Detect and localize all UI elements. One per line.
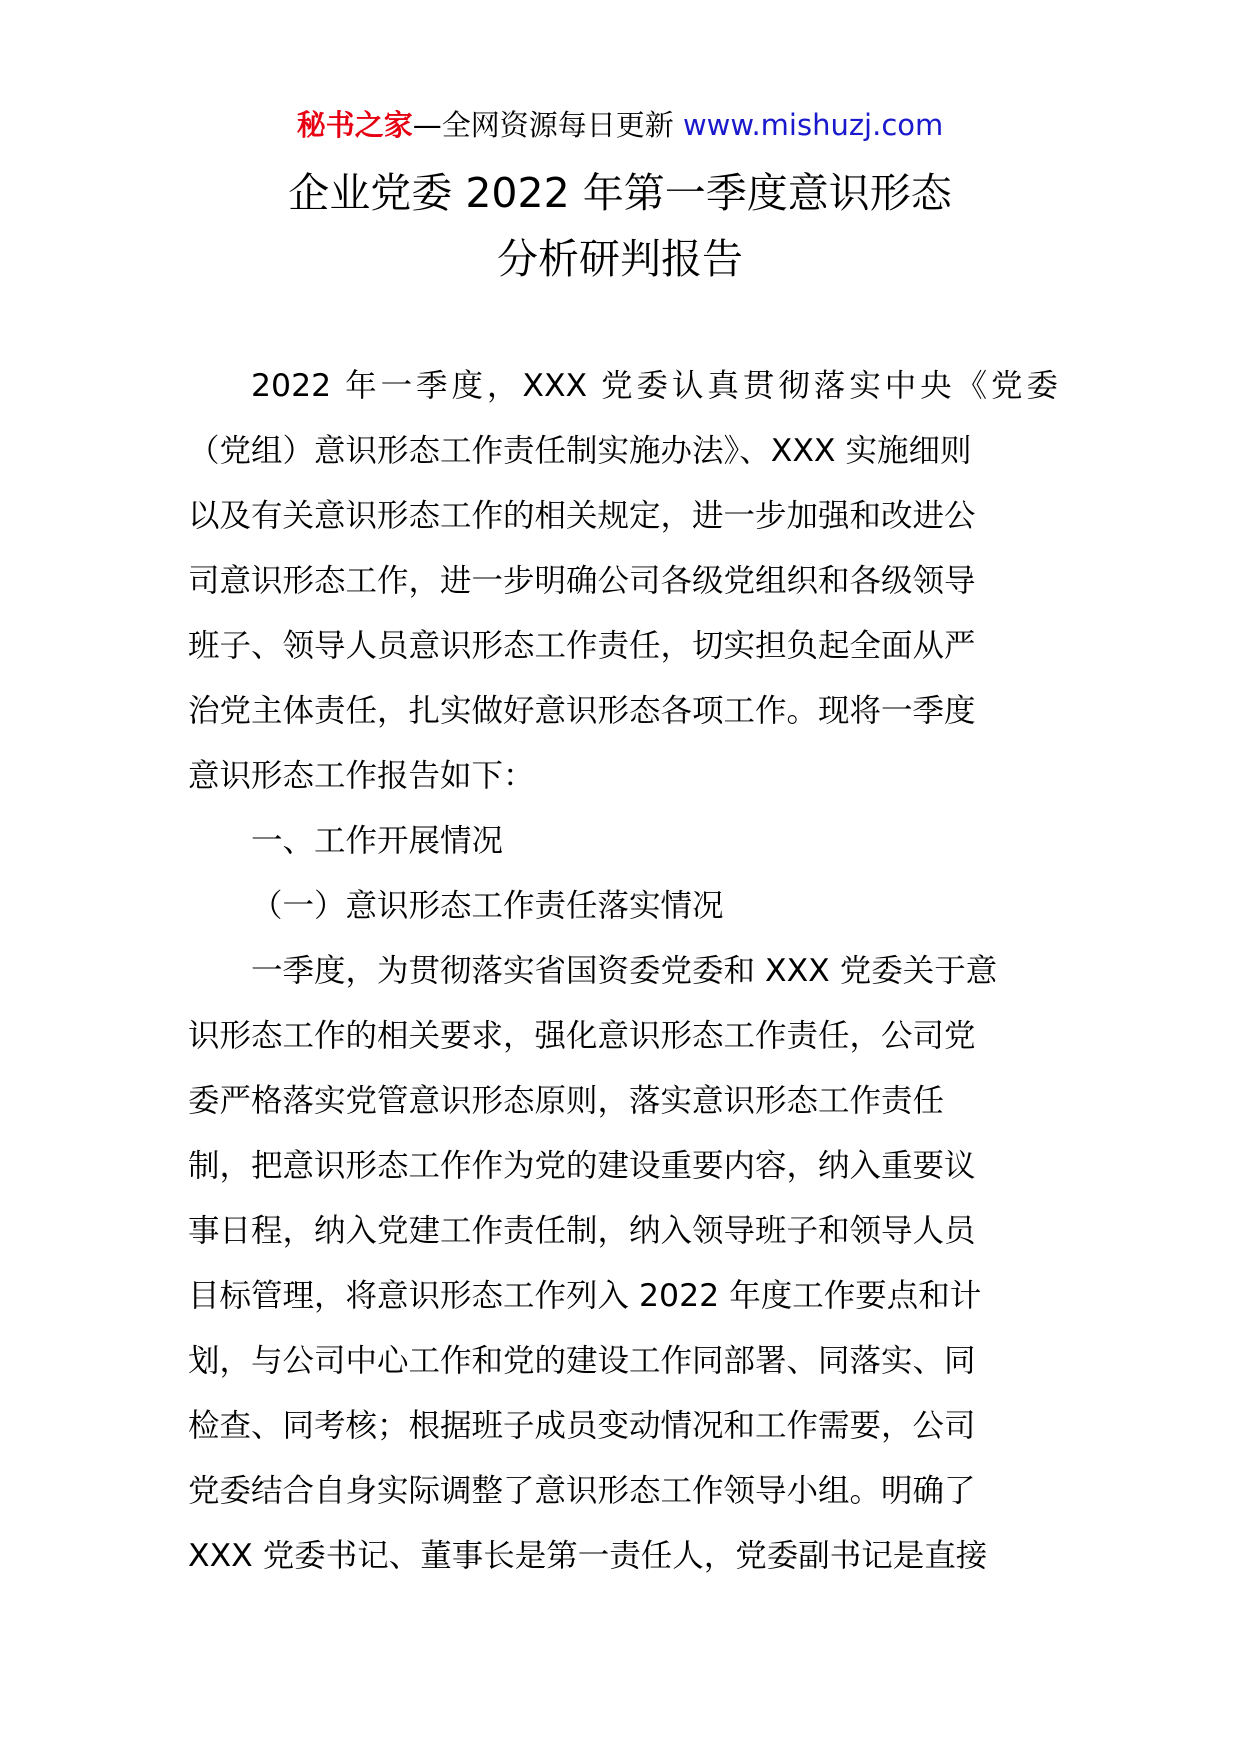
brand-name: 秘书之家 <box>296 108 413 142</box>
text-line: 2022 年一季度，XXX 党委认真贯彻落实中央《党委 <box>251 368 1058 404</box>
section-heading: 一、工作开展情况 <box>251 823 504 859</box>
text-line: 以及有关意识形态工作的相关规定，进一步加强和改进公 <box>188 498 976 534</box>
title-line-2: 分析研判报告 <box>497 235 743 283</box>
intro-paragraph <box>188 354 1058 419</box>
text-line: 委严格落实党管意识形态原则，落实意识形态工作责任 <box>188 1083 945 1119</box>
paragraph-first-line: 一季度，为贯彻落实省国资委党委和 XXX 党委关于意 <box>251 953 998 989</box>
site-url[interactable]: www.mishuzj.com <box>682 108 944 142</box>
text-line: XXX 党委书记、董事长是第一责任人，党委副书记是直接 <box>188 1538 988 1574</box>
text-line: 事日程，纳入党建工作责任制，纳入领导班子和领导人员 <box>188 1213 976 1249</box>
text-line: 目标管理，将意识形态工作列入 2022 年度工作要点和计 <box>188 1278 982 1314</box>
text-line: 划，与公司中心工作和党的建设工作同部署、同落实、同 <box>188 1343 976 1379</box>
subsection-heading: （一）意识形态工作责任落实情况 <box>251 888 724 924</box>
text-line: 党委结合自身实际调整了意识形态工作领导小组。明确了 <box>188 1473 976 1509</box>
title-line-1: 企业党委 2022 年第一季度意识形态 <box>288 169 952 217</box>
document-body <box>188 354 1058 1589</box>
text-line: 识形态工作的相关要求，强化意识形态工作责任，公司党 <box>188 1018 976 1054</box>
text-line: （党组）意识形态工作责任制实施办法》、XXX 实施细则 <box>188 433 972 469</box>
text-line: 司意识形态工作，进一步明确公司各级党组织和各级领导 <box>188 563 976 599</box>
text-line: 班子、领导人员意识形态工作责任，切实担负起全面从严 <box>188 628 976 664</box>
paragraph-continued <box>188 1004 1058 1589</box>
text-line: 制，把意识形态工作作为党的建设重要内容，纳入重要议 <box>188 1148 976 1184</box>
site-header <box>0 100 1240 150</box>
document-title <box>0 160 1240 292</box>
text-line: 检查、同考核；根据班子成员变动情况和工作需要，公司 <box>188 1408 976 1444</box>
text-line: 意识形态工作报告如下： <box>188 758 535 794</box>
text-line: 治党主体责任，扎实做好意识形态各项工作。现将一季度 <box>188 693 976 729</box>
site-tagline: —全网资源每日更新 <box>412 108 683 142</box>
intro-paragraph-continued <box>188 419 1058 809</box>
